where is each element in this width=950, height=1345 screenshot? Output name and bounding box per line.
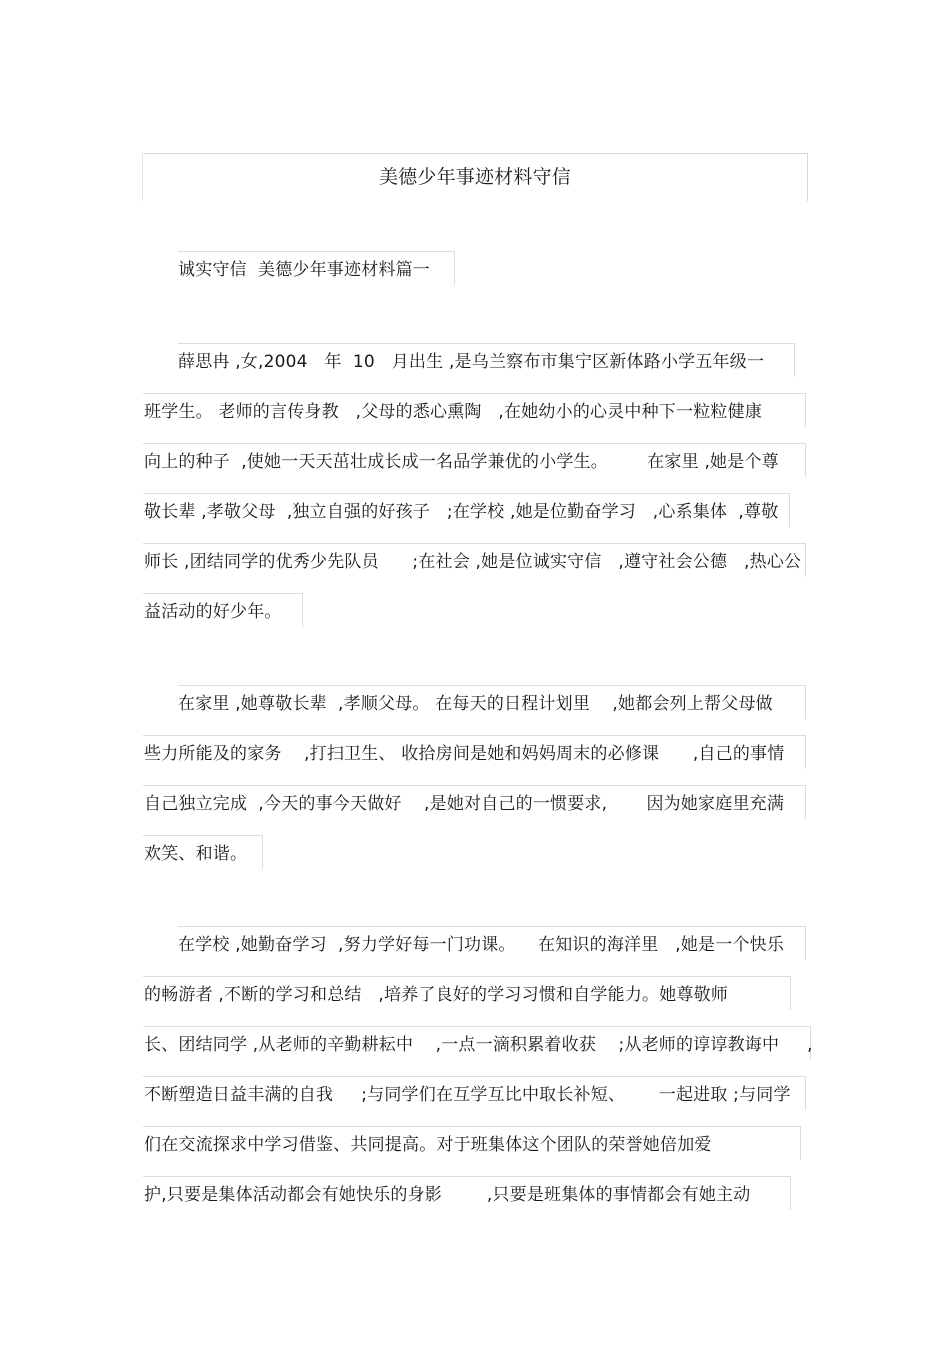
paragraph-1-line-5: 师长 ,团结同学的优秀少先队员 ;在社会 ,她是位诚实守信 ,遵守社会公德 ,热心公 [144,552,802,572]
paragraph-3-line-1: 在学校 ,她勤奋学习 ,努力学好每一门功课。 在知识的海洋里 ,她是一个快乐 [178,935,785,955]
paragraph-3-line-5: 们在交流探求中学习借鉴、共同提高。对于班集体这个团队的荣誉她倍加爱 [144,1135,712,1155]
paragraph-3-line-2: 的畅游者 ,不断的学习和总结 ,培养了良好的学习习惯和自学能力。她尊敬师 [144,985,729,1005]
paragraph-1-line-2: 班学生。 老师的言传身教 ,父母的悉心熏陶 ,在她幼小的心灵中种下一粒粒健康 [144,402,763,422]
paragraph-1-line-1: 薛思冉 ,女,2004 年 10 月出生 ,是乌兰察布市集宁区新体路小学五年级一 [178,352,765,372]
paragraph-3-line-4: 不断塑造日益丰满的自我 ;与同学们在互学互比中取长补短、 一起进取 ;与同学 [144,1085,791,1105]
paragraph-1-line-3: 向上的种子 ,使她一天天茁壮成长成一名品学兼优的小学生。 在家里 ,她是个尊 [144,452,779,472]
paragraph-2-line-3: 自己独立完成 ,今天的事今天做好 ,是她对自己的一惯要求, 因为她家庭里充满 [144,794,785,814]
paragraph-2-line-1: 在家里 ,她尊敬长辈 ,孝顺父母。 在每天的日程计划里 ,她都会列上帮父母做 [178,694,773,714]
paragraph-2-line-2: 些力所能及的家务 ,打扫卫生、 收拾房间是她和妈妈周末的必修课 ,自己的事情 [144,744,785,764]
paragraph-3-line-6: 护,只要是集体活动都会有她快乐的身影 ,只要是班集体的事情都会有她主动 [144,1185,751,1205]
paragraph-3-line-3: 长、团结同学 ,从老师的辛勤耕耘中 ,一点一滴积累着收获 ;从老师的谆谆教诲中 , [144,1035,813,1055]
paragraph-1-line-4: 敬长辈 ,孝敬父母 ,独立自强的好孩子 ;在学校 ,她是位勤奋学习 ,心系集体 ,尊敬 [144,502,779,522]
paragraph-2-line-4: 欢笑、和谐。 [144,844,248,864]
page-title: 美德少年事迹材料守信 [378,166,571,188]
section-subtitle: 诚实守信 美德少年事迹材料篇一 [178,260,431,280]
paragraph-1-line-6: 益活动的好少年。 [144,602,282,622]
